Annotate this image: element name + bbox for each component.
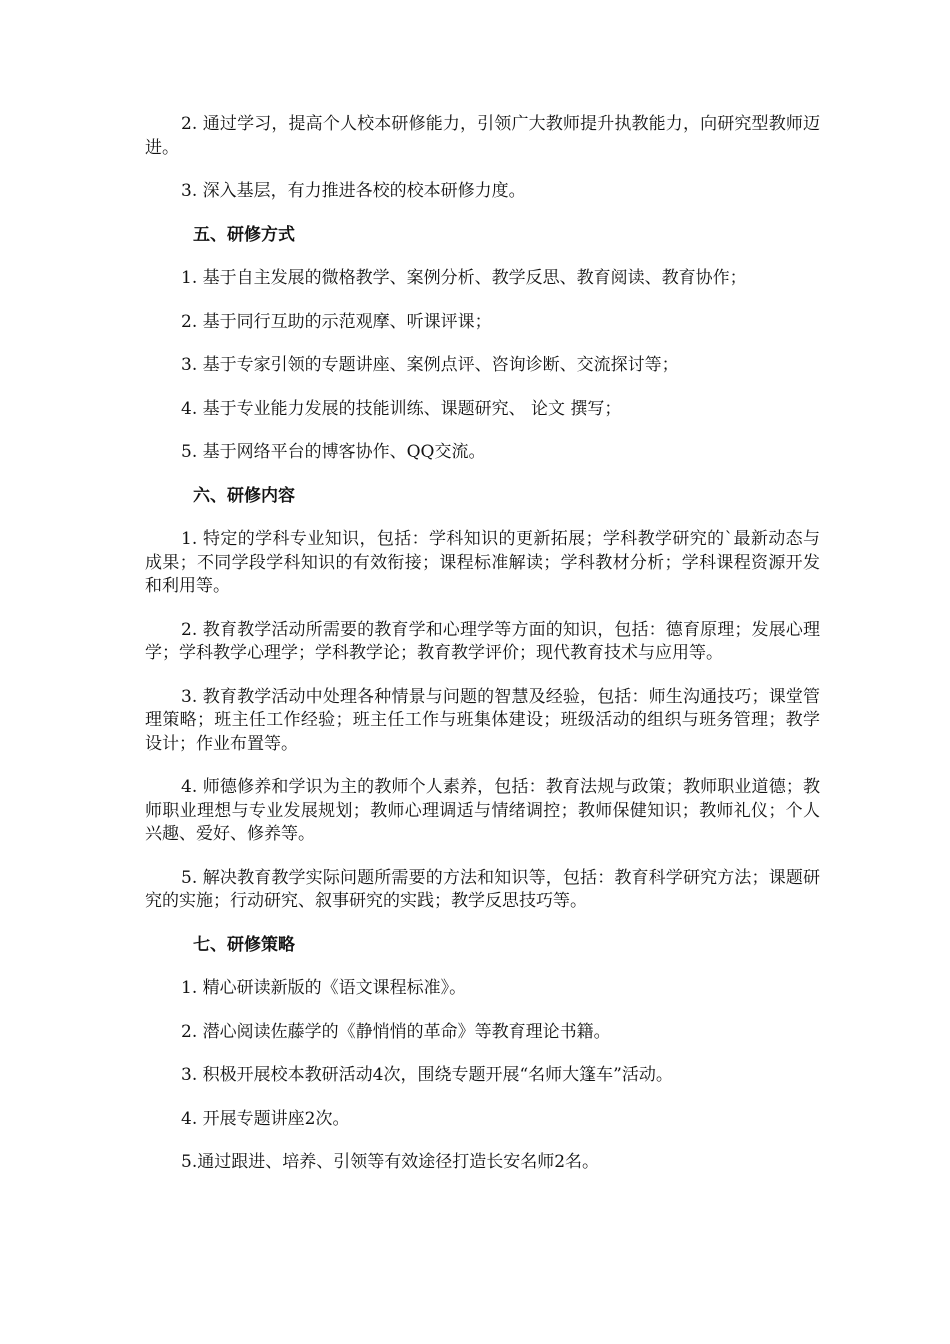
paragraph-goal-3: 3. 深入基层，有力推进各校的校本研修力度。 [181, 181, 526, 201]
section-heading-7: 七、研修策略 [193, 934, 295, 955]
method-item-2: 2. 基于同行互助的示范观摩、听课评课； [181, 311, 492, 332]
method-item-4: 4. 基于专业能力发展的技能训练、课题研究、 论文 撰写； [181, 398, 622, 419]
strategy-item-1: 1. 精心研读新版的《语文课程标准》。 [181, 978, 467, 998]
content-item-2: 2. 教育教学活动所需要的教育学和心理学等方面的知识，包括：德育原理；发展心理学；学科教学心理学；学科教学论；教育教学评价；现代教育技术与应用等。 [145, 619, 820, 663]
strategy-item-5: 5.通过跟进、培养、引领等有效途径打造长安名师2名。 [181, 1152, 600, 1172]
method-item-1: 1. 基于自主发展的微格教学、案例分析、教学反思、教育阅读、教育协作； [181, 268, 747, 288]
strategy-item-2: 2. 潜心阅读佐藤学的《静悄悄的革命》等教育理论书籍。 [181, 1021, 611, 1042]
strategy-item-4: 4. 开展专题讲座2次。 [181, 1108, 350, 1129]
content-item-1: 1. 特定的学科专业知识，包括：学科知识的更新拓展；学科教学研究的`最新动态与成果；不同学段学科知识的有效衔接；课程标准解读；学科教材分析；学科课程资源开发和利用等。 [145, 529, 820, 596]
method-item-3: 3. 基于专家引领的专题讲座、案例点评、咨询诊断、交流探讨等； [181, 355, 679, 375]
content-item-3: 3. 教育教学活动中处理各种情景与问题的智慧及经验，包括：师生沟通技巧；课堂管理策略；班主任工作经验；班主任工作与班集体建设；班级活动的组织与班务管理；教学设计；作业布置等。 [145, 686, 820, 754]
strategy-item-3: 3. 积极开展校本教研活动4次，围绕专题开展“名师大篷车”活动。 [181, 1065, 673, 1085]
content-item-5: 5. 解决教育教学实际问题所需要的方法和知识等，包括：教育科学研究方法；课题研究的实施；行动研究、叙事研究的实践；教学反思技巧等。 [145, 867, 820, 911]
content-item-4: 4. 师德修养和学识为主的教师个人素养，包括：教育法规与政策；教师职业道德；教师职业理想与专业发展规划；教师心理调适与情绪调控；教师保健知识；教师礼仪；个人兴趣、爱好、修养等。 [145, 777, 820, 844]
section-heading-6: 六、研修内容 [193, 485, 295, 506]
section-heading-5: 五、研修方式 [193, 224, 295, 245]
paragraph-goal-2: 2. 通过学习，提高个人校本研修能力，引领广大教师提升执教能力，向研究型教师迈进。 [145, 114, 820, 158]
document-body [145, 113, 820, 1195]
method-item-5: 5. 基于网络平台的博客协作、QQ交流。 [181, 442, 486, 462]
